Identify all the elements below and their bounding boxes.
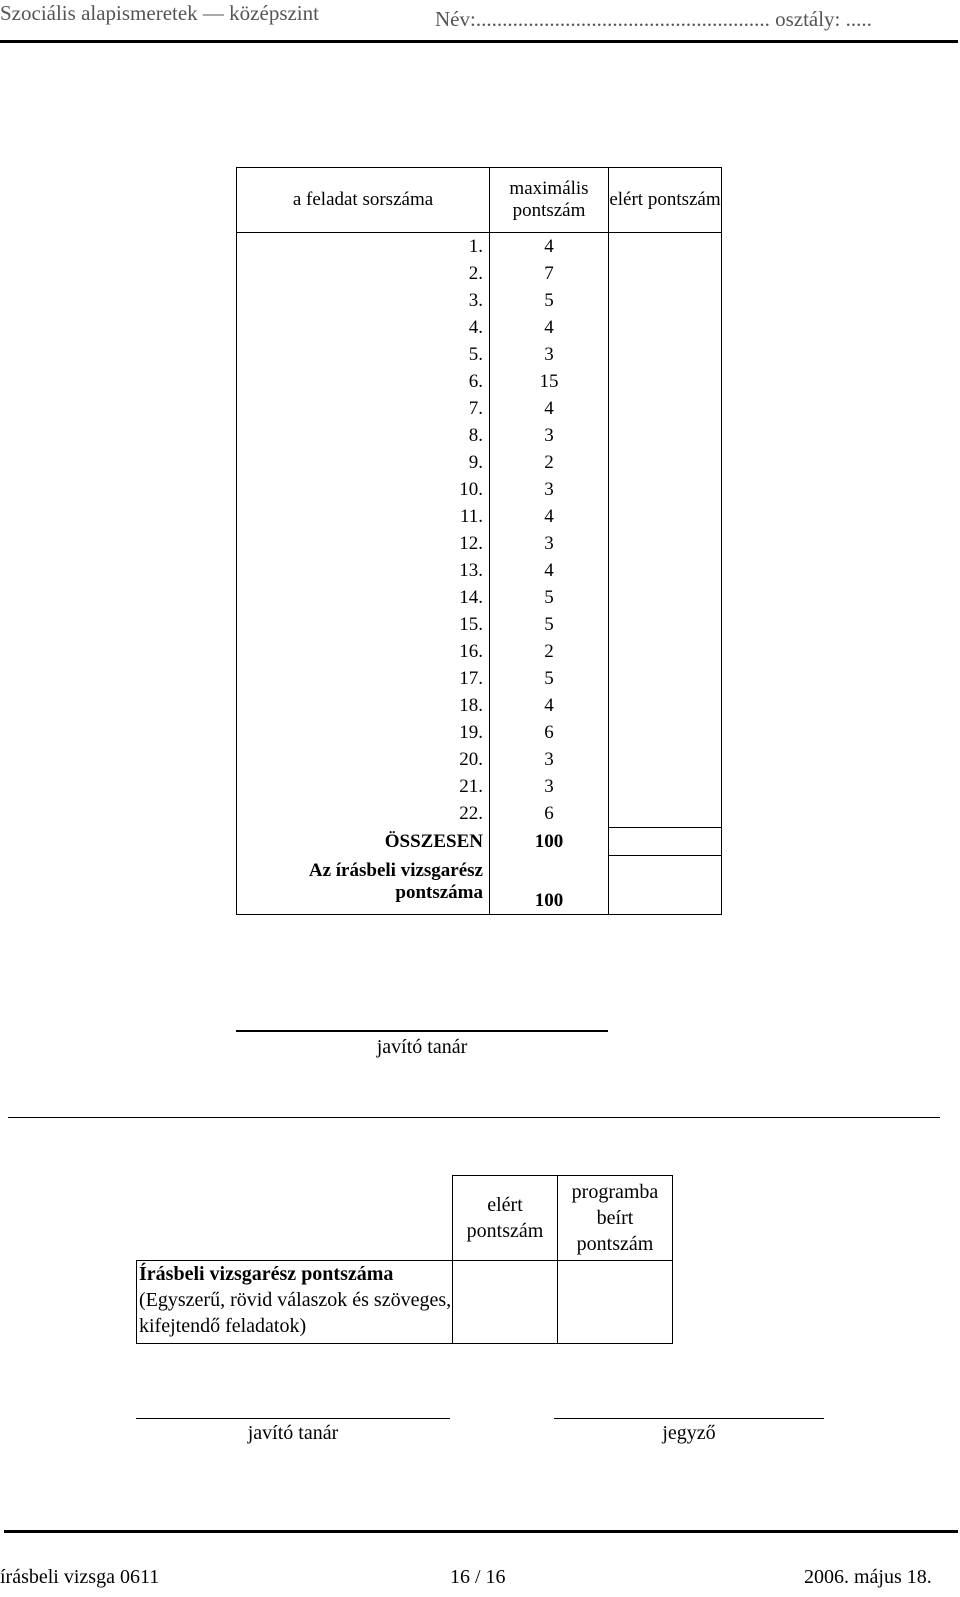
task-number: 17. <box>237 665 490 692</box>
final-row-label-detail: (Egyszerű, rövid válaszok és szöveges, kifejtendő feladatok) <box>139 1289 452 1337</box>
written-label-line1: Az írásbeli vizsgarész <box>308 859 483 881</box>
earned-cell[interactable] <box>609 530 722 557</box>
table-row <box>237 449 722 476</box>
table-row <box>237 584 722 611</box>
task-number: 11. <box>237 503 490 530</box>
task-number: 4. <box>237 314 490 341</box>
earned-cell[interactable] <box>609 773 722 800</box>
max-score: 3 <box>490 341 609 368</box>
task-number: 18. <box>237 692 490 719</box>
written-part-value: 100 <box>490 856 609 915</box>
header-name-class-fields: Név:........................................................ osztály: ..... <box>435 7 872 31</box>
table-row <box>237 476 722 503</box>
max-score: 4 <box>490 503 609 530</box>
signature-label-notary: jegyző <box>662 1422 716 1444</box>
earned-cell[interactable] <box>609 719 722 746</box>
earned-cell[interactable] <box>609 341 722 368</box>
earned-cell[interactable] <box>609 260 722 287</box>
task-number: 21. <box>237 773 490 800</box>
signature-line-teacher <box>136 1418 450 1419</box>
total-value: 100 <box>490 828 609 856</box>
max-score: 4 <box>490 692 609 719</box>
task-number: 6. <box>237 368 490 395</box>
earned-cell[interactable] <box>609 692 722 719</box>
task-number: 8. <box>237 422 490 449</box>
earned-cell[interactable] <box>609 449 722 476</box>
task-number: 15. <box>237 611 490 638</box>
earned-cell[interactable] <box>609 287 722 314</box>
header-divider <box>0 40 958 43</box>
final-score-table <box>136 1175 673 1344</box>
max-score: 3 <box>490 746 609 773</box>
max-score: 4 <box>490 395 609 422</box>
section-divider <box>8 1117 940 1118</box>
header-title: Szociális alapismeretek — középszint <box>0 1 319 25</box>
empty-corner <box>137 1176 453 1261</box>
table-row <box>237 692 722 719</box>
task-number: 10. <box>237 476 490 503</box>
signature-label-teacher: javító tanár <box>376 1036 468 1058</box>
col-max-header: maximális pontszám <box>490 168 609 233</box>
max-score: 4 <box>490 314 609 341</box>
score-table <box>236 167 722 915</box>
max-score: 5 <box>490 287 609 314</box>
written-part-label <box>237 856 490 915</box>
final-earned-cell[interactable] <box>453 1261 558 1344</box>
signature-line <box>236 1030 608 1032</box>
earned-cell[interactable] <box>609 476 722 503</box>
footer-page-number: 16 / 16 <box>450 1566 506 1588</box>
task-number: 14. <box>237 584 490 611</box>
earned-cell[interactable] <box>609 828 722 856</box>
earned-cell[interactable] <box>609 557 722 584</box>
earned-cell[interactable] <box>609 584 722 611</box>
final-program-header: programba beírt pontszám <box>558 1176 673 1261</box>
task-number: 20. <box>237 746 490 773</box>
col-earned-header: elért pontszám <box>609 168 722 233</box>
footer-exam-code: írásbeli vizsga 0611 <box>0 1566 160 1588</box>
earned-cell[interactable] <box>609 395 722 422</box>
max-score: 15 <box>490 368 609 395</box>
max-score: 6 <box>490 800 609 828</box>
task-number: 12. <box>237 530 490 557</box>
max-score: 5 <box>490 665 609 692</box>
task-number: 16. <box>237 638 490 665</box>
final-row-label-bold: Írásbeli vizsgarész pontszáma <box>139 1263 394 1285</box>
max-score: 3 <box>490 422 609 449</box>
max-score: 3 <box>490 530 609 557</box>
max-score: 3 <box>490 476 609 503</box>
earned-cell[interactable] <box>609 800 722 828</box>
max-score: 4 <box>490 233 609 261</box>
table-row <box>237 395 722 422</box>
table-row <box>237 638 722 665</box>
final-earned-header: elért pontszám <box>453 1176 558 1261</box>
total-label: ÖSSZESEN <box>237 828 490 856</box>
earned-cell[interactable] <box>609 422 722 449</box>
footer-divider <box>4 1530 958 1533</box>
table-row <box>237 665 722 692</box>
task-number: 7. <box>237 395 490 422</box>
final-program-cell[interactable] <box>558 1261 673 1344</box>
table-row <box>237 719 722 746</box>
task-number: 22. <box>237 800 490 828</box>
table-row <box>237 773 722 800</box>
table-row <box>237 746 722 773</box>
table-row <box>237 260 722 287</box>
table-row <box>237 341 722 368</box>
earned-cell[interactable] <box>609 233 722 261</box>
earned-cell[interactable] <box>609 638 722 665</box>
total-row <box>237 828 722 856</box>
table-row <box>237 611 722 638</box>
max-score: 3 <box>490 773 609 800</box>
max-score: 5 <box>490 611 609 638</box>
table-row <box>237 422 722 449</box>
table-row <box>237 287 722 314</box>
earned-cell[interactable] <box>609 368 722 395</box>
table-row <box>237 800 722 828</box>
col-task-header: a feladat sorszáma <box>237 168 490 233</box>
max-score: 5 <box>490 584 609 611</box>
score-table-header <box>237 168 722 233</box>
task-number: 19. <box>237 719 490 746</box>
earned-cell[interactable] <box>609 314 722 341</box>
table-row <box>237 233 722 261</box>
max-score: 2 <box>490 449 609 476</box>
final-table-header <box>137 1176 673 1261</box>
earned-cell[interactable] <box>609 856 722 915</box>
earned-cell[interactable] <box>609 746 722 773</box>
task-number: 5. <box>237 341 490 368</box>
earned-cell[interactable] <box>609 611 722 638</box>
task-number: 2. <box>237 260 490 287</box>
max-score: 6 <box>490 719 609 746</box>
signature-label-teacher-2: javító tanár <box>247 1422 339 1444</box>
earned-cell[interactable] <box>609 503 722 530</box>
task-number: 13. <box>237 557 490 584</box>
final-table-row <box>137 1261 673 1344</box>
table-row <box>237 314 722 341</box>
task-number: 3. <box>237 287 490 314</box>
earned-cell[interactable] <box>609 665 722 692</box>
max-score: 2 <box>490 638 609 665</box>
table-row <box>237 368 722 395</box>
final-row-label <box>137 1261 453 1344</box>
max-score: 7 <box>490 260 609 287</box>
signature-line-notary <box>554 1418 824 1419</box>
written-label-line2: pontszáma <box>395 881 483 903</box>
task-number: 9. <box>237 449 490 476</box>
table-row <box>237 503 722 530</box>
written-part-row <box>237 856 722 915</box>
max-score: 4 <box>490 557 609 584</box>
footer-date: 2006. május 18. <box>804 1566 932 1588</box>
table-row <box>237 530 722 557</box>
table-row <box>237 557 722 584</box>
task-number: 1. <box>237 233 490 261</box>
